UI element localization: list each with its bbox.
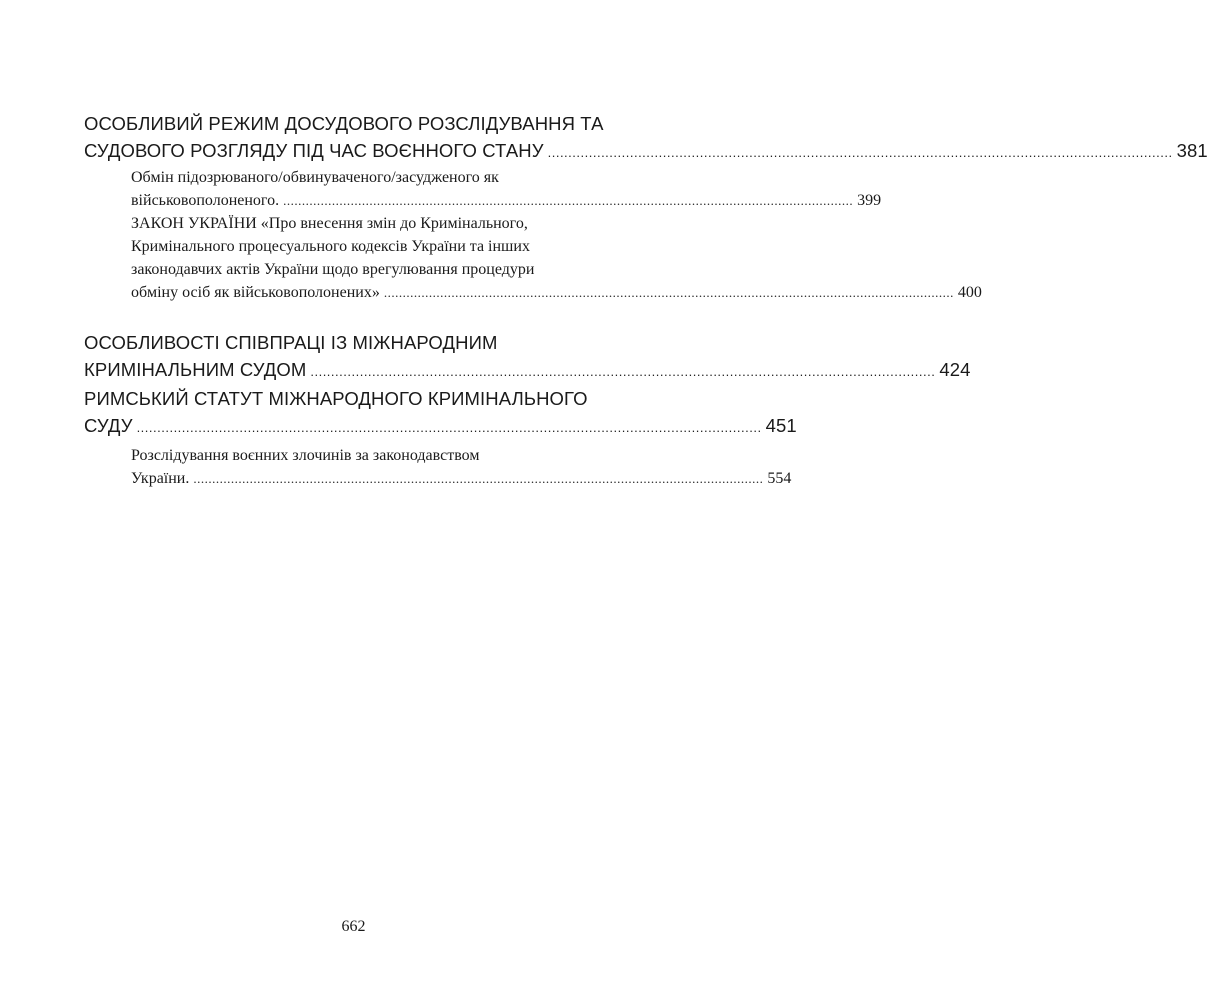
- toc-entry-icc-cooperation[interactable]: [84, 329, 971, 385]
- toc-entry-line: ОСОБЛИВИЙ РЕЖИМ ДОСУДОВОГО РОЗСЛІДУВАННЯ ТА: [84, 113, 604, 134]
- toc-entry-line: ОСОБЛИВОСТІ СПІВПРАЦІ ІЗ МІЖНАРОДНИМ: [84, 332, 498, 353]
- toc-entry-line: законодавчих актів України щодо врегулювання процедури: [131, 261, 535, 278]
- toc-page-number: 424: [939, 359, 971, 380]
- toc-page-number: 451: [765, 415, 797, 436]
- table-of-contents: [84, 110, 1208, 490]
- toc-entry-law-of-ukraine[interactable]: [84, 212, 982, 304]
- toc-entry-line: СУДОВОГО РОЗГЛЯДУ ПІД ЧАС ВОЄННОГО СТАНУ: [84, 140, 544, 161]
- toc-entry-line: СУДУ: [84, 415, 133, 436]
- toc-entry-line: Розслідування воєнних злочинів за законодавством: [131, 447, 480, 464]
- toc-entry-rome-statute[interactable]: [84, 385, 797, 441]
- toc-page-number: 400: [957, 284, 982, 301]
- dot-leader: ........................................................................................................................................................: [193, 471, 764, 486]
- page-number: 662: [341, 918, 366, 935]
- toc-page-number: 381: [1176, 140, 1208, 161]
- toc-page-number: 554: [767, 470, 792, 487]
- toc-entry-line: Кримінального процесуального кодексів України та інших: [131, 238, 530, 255]
- toc-entry-special-regime[interactable]: [84, 110, 1208, 166]
- toc-entry-line: КРИМІНАЛЬНИМ СУДОМ: [84, 359, 307, 380]
- toc-entry-line: України.: [131, 470, 190, 487]
- toc-entry-line: Обмін підозрюваного/обвинуваченого/засудженого як: [131, 169, 499, 186]
- dot-leader: ........................................................................................................................................................: [547, 145, 1173, 160]
- toc-entry-prisoner-exchange[interactable]: [84, 166, 882, 212]
- toc-entry-war-crimes-investigation[interactable]: [84, 444, 792, 490]
- toc-entry-line: РИМСЬКИЙ СТАТУТ МІЖНАРОДНОГО КРИМІНАЛЬНОГО: [84, 388, 588, 409]
- toc-page-number: 399: [857, 192, 882, 209]
- dot-leader: ........................................................................................................................................................: [310, 364, 936, 379]
- toc-entry-line: обміну осіб як військовополонених»: [131, 284, 380, 301]
- toc-entry-line: ЗАКОН УКРАЇНИ «Про внесення змін до Кримінального,: [131, 215, 528, 232]
- dot-leader: ........................................................................................................................................................: [136, 420, 762, 435]
- toc-entry-line: військовополоненого.: [131, 192, 280, 209]
- dot-leader: ........................................................................................................................................................: [283, 193, 854, 208]
- dot-leader: ........................................................................................................................................................: [383, 285, 954, 300]
